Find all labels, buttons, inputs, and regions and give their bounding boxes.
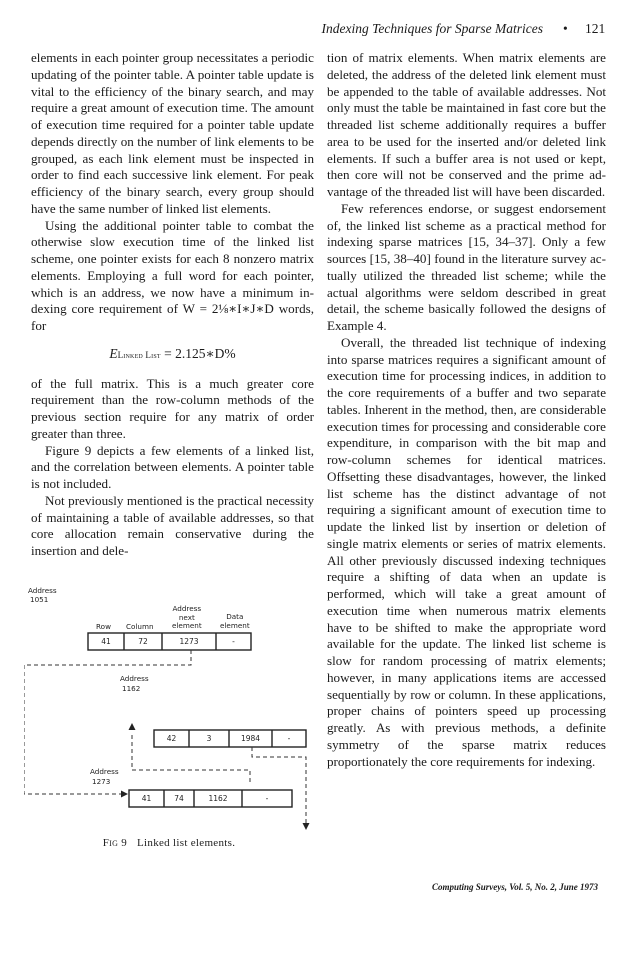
running-header <box>0 21 638 41</box>
column-header-next-address: Address next element <box>172 604 202 630</box>
element-3-column: 74 <box>174 794 184 803</box>
figure-caption-text: Linked list elements. <box>137 837 236 849</box>
figure-caption-label: Fig 9 <box>102 837 128 849</box>
left-paragraph-3: of the full matrix. This is a much greater core requirement than the row-column methods of the previous section require for any matrix of order greater than three. <box>31 375 314 441</box>
left-paragraph-4: Figure 9 depicts a few elements of a linked list, and the correlation between elements. A pointer table is not included. <box>31 442 314 491</box>
mid-address-label: Address <box>120 674 149 683</box>
element-1-row: 41 <box>101 637 111 646</box>
mid-address-value: 1162 <box>122 684 141 693</box>
element-2-row: 42 <box>166 734 177 743</box>
right-paragraph-3: Overall, the threaded list technique of indexing into sparse matrices requires a significant amount of execution time for processing indices, in addition to the core requirements of a buffer and two separate tables. Inherent in the method, then, are considerable execution times for processing and considerable core expenditure, in comparison with the bit map and row-column schemes for identical matrices. Offsetting these disadvantages, however, the linked list scheme has the distinct advantage of not requiring a significant amount of execution time to update the linked list by insertion or deletion of single matrix elements or series of matrix elements. All other previously discussed indexing techniques require a shifting of data when an update is performed, which will take a great amount of execution time when numerous matrix elements have to be shifted to make the appropriate word available for the update. The linked list scheme is slow for random processing of matrix elements; however, in many applications items are accessed sequentially by row or column. In these applications, proper chains of pointers speed up processing greatly. As with previous methods, a definite symmetry of the sparse matrix reduces proportionately the core requirements for indexing. <box>327 334 606 769</box>
page-number: 121 <box>585 21 606 36</box>
header-bullet: • <box>563 21 568 36</box>
left-paragraph-2: Using the additional pointer table to combat the otherwise slow execution time of the linked list scheme, one pointer exists for each 8 nonzero matrix elements. Employing a full word for each pointer, which is an address, we now have a minimum indexing core requirement of W = 2⅛∗I∗J∗D words, for <box>31 217 314 333</box>
left-paragraph-1: elements in each pointer group necessitates a periodic updating of the pointer table. A pointer table update is vital to the efficiency of the binary search, and may require a great amount of execution time. The amount of execution time required for a pointer table update depends directly on the number of link elements to be grouped, as each link element must be inspected in order to find each successive link element. For peak efficiency of the binary search, every group should have the same number of linked list elements. <box>31 50 314 216</box>
element-3-next-address: 1162 <box>208 794 228 803</box>
element-3-row: 41 <box>141 794 152 803</box>
figure-caption <box>24 837 314 849</box>
formula-rhs: = 2.125∗D% <box>160 345 236 361</box>
left-paragraph-5: Not previously mentioned is the practical necessity of maintaining a table of available addresses, so that core allocation remain conservative during the insertion and dele- <box>31 492 314 558</box>
element-2-data: - <box>287 734 291 743</box>
left-column <box>31 50 314 560</box>
bottom-address-label: Address <box>90 767 119 776</box>
column-header-column: Column <box>126 622 154 631</box>
column-header-data-element: Data element <box>220 612 250 630</box>
right-paragraph-2: Few references endorse, or suggest endorsement of, the linked list scheme as a practical method for indexing sparse matrices [15, 34–37]. Only a few sources [15, 38–40] found in the literature survey actually utilized the threaded list scheme; while the actual algorithms were seldom described in great detail, the scheme basically followed the designs of Example 4. <box>327 200 606 333</box>
right-paragraph-1: tion of matrix elements. When matrix elements are deleted, the address of the deleted link element must be appended to the table of available addresses. Not only must the table be maintained in fast core but the threaded list scheme additionally requires a buffer area to be used for the inserted and/or deleted link elements. If such a buffer area is not used or kept, then core will not be conserved and the prime advantage of the threaded list will have been discarded. <box>327 50 606 199</box>
journal-footer: Computing Surveys, Vol. 5, No. 2, June 1973 <box>431 882 598 892</box>
element-1-column: 72 <box>138 637 148 646</box>
running-title: Indexing Techniques for Sparse Matrices <box>321 21 543 36</box>
formula-subscript: Linked List <box>117 349 161 360</box>
linked-list-formula <box>31 346 314 364</box>
element-2-column: 3 <box>206 734 212 743</box>
element-2-next-address: 1984 <box>240 734 261 743</box>
formula-lhs: E <box>109 345 118 361</box>
top-address-value: 1051 <box>30 595 49 604</box>
top-address-label: Address <box>28 586 57 595</box>
element-3-data: - <box>265 794 269 803</box>
column-header-row: Row <box>96 622 111 631</box>
element-1-data: - <box>232 637 235 646</box>
bottom-address-value: 1273 <box>92 777 111 786</box>
figure-9-linked-list-diagram <box>24 585 314 855</box>
right-column <box>327 50 606 770</box>
element-1-next-address: 1273 <box>179 637 199 646</box>
